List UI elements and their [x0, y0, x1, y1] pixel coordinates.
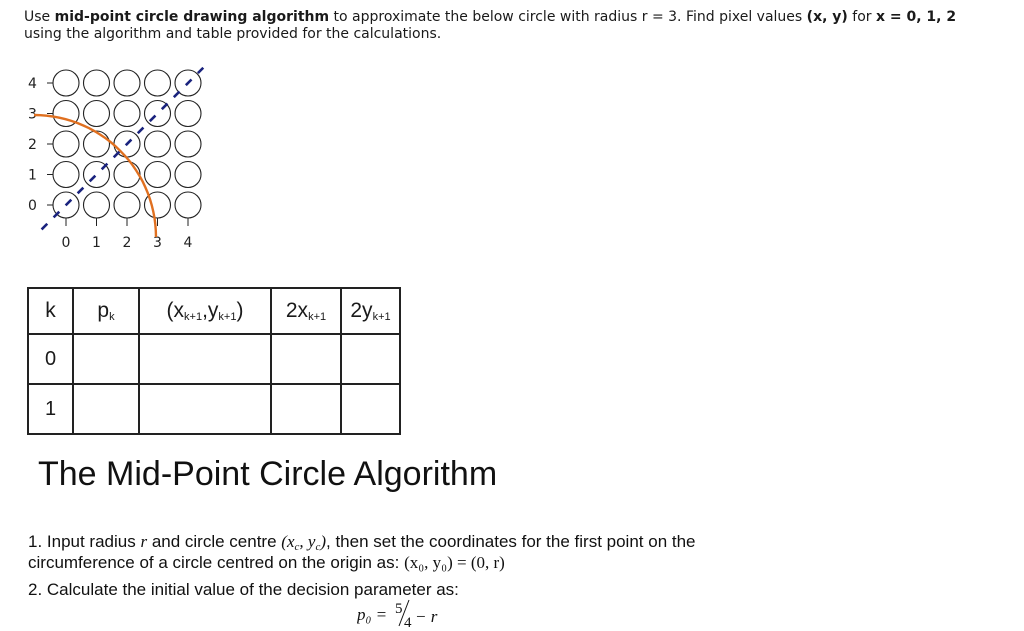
header-xy: $(x_{k+1},y_{k+1})$ — [139, 288, 271, 334]
cell-2y[interactable] — [341, 384, 400, 434]
step-1-line-2: circumference of a circle centred on the origin as: (x₀, y₀) = (0, r) — [28, 553, 505, 572]
formula-p0: p₀ = — [357, 605, 388, 624]
pixel-circle — [114, 192, 140, 218]
table-header-row — [28, 288, 400, 334]
header-2x: $2x_{k+1}$ — [271, 288, 341, 334]
x-axis-label: 0 — [61, 235, 71, 251]
calculation-table — [27, 287, 401, 435]
cell-2y[interactable] — [341, 334, 400, 384]
formula-denominator: 4 — [404, 615, 412, 630]
question-text — [24, 9, 1004, 43]
pixel-circle — [84, 70, 110, 96]
cell-pk[interactable] — [73, 334, 139, 384]
x-axis-label: 2 — [122, 235, 132, 251]
pixel-circle — [175, 131, 201, 157]
cell-2x[interactable] — [271, 384, 341, 434]
x-axis-label: 4 — [183, 235, 193, 251]
pixel-grid-diagram — [0, 58, 230, 258]
cell-k: 1 — [28, 384, 73, 434]
question-line-2: using the algorithm and table provided for the calculations. — [24, 26, 442, 42]
pixel-circle — [84, 101, 110, 127]
pixel-circle — [175, 192, 201, 218]
header-k: k — [28, 288, 73, 334]
x-axis-label: 3 — [153, 235, 162, 251]
pixel-circle — [53, 162, 79, 188]
table-row — [28, 384, 400, 434]
octant-diagonal-line — [42, 68, 204, 230]
y-axis-label: 4 — [28, 76, 37, 92]
header-2y: $2y_{k+1}$ — [341, 288, 400, 334]
pixel-circle — [114, 162, 140, 188]
formula-numerator: 5 — [395, 601, 403, 617]
pixel-circle — [145, 70, 171, 96]
pixel-circle — [53, 70, 79, 96]
y-axis-label: 1 — [28, 167, 37, 184]
pixel-circle — [175, 162, 201, 188]
step-1-line-1: 1. Input radius r and circle centre ($x_c$, $y_c$), then set the coordinates for the first point on the — [28, 532, 696, 553]
pixel-circle — [53, 131, 79, 157]
pixel-circle — [175, 101, 201, 127]
pixel-circle — [84, 131, 110, 157]
question-line-1: Use mid-point circle drawing algorithm to approximate the below circle with radius r = 3. Find pixel values (x, y) for x = 0, 1, 2 — [24, 9, 957, 25]
pixel-circle — [114, 101, 140, 127]
y-axis-label: 2 — [28, 137, 37, 153]
cell-xy[interactable] — [139, 384, 271, 434]
pixel-circle — [145, 131, 171, 157]
algorithm-name: mid-point circle drawing algorithm — [54, 9, 330, 25]
cell-pk[interactable] — [73, 384, 139, 434]
x-axis-label: 1 — [92, 235, 101, 251]
cell-k: 0 — [28, 334, 73, 384]
pixel-circle — [145, 162, 171, 188]
y-axis-label: 3 — [28, 106, 37, 123]
pixel-circle — [114, 70, 140, 96]
cell-xy[interactable] — [139, 334, 271, 384]
cell-2x[interactable] — [271, 334, 341, 384]
table-row — [28, 334, 400, 384]
pixel-circle — [84, 192, 110, 218]
slide-heading: The Mid-Point Circle Algorithm — [38, 455, 498, 493]
initial-decision-parameter-formula — [357, 596, 467, 630]
header-pk: $p_k$ — [73, 288, 139, 334]
formula-tail: − r — [415, 607, 438, 626]
step-2: 2. Calculate the initial value of the decision parameter as: — [28, 580, 459, 599]
y-axis-label: 0 — [28, 198, 37, 214]
